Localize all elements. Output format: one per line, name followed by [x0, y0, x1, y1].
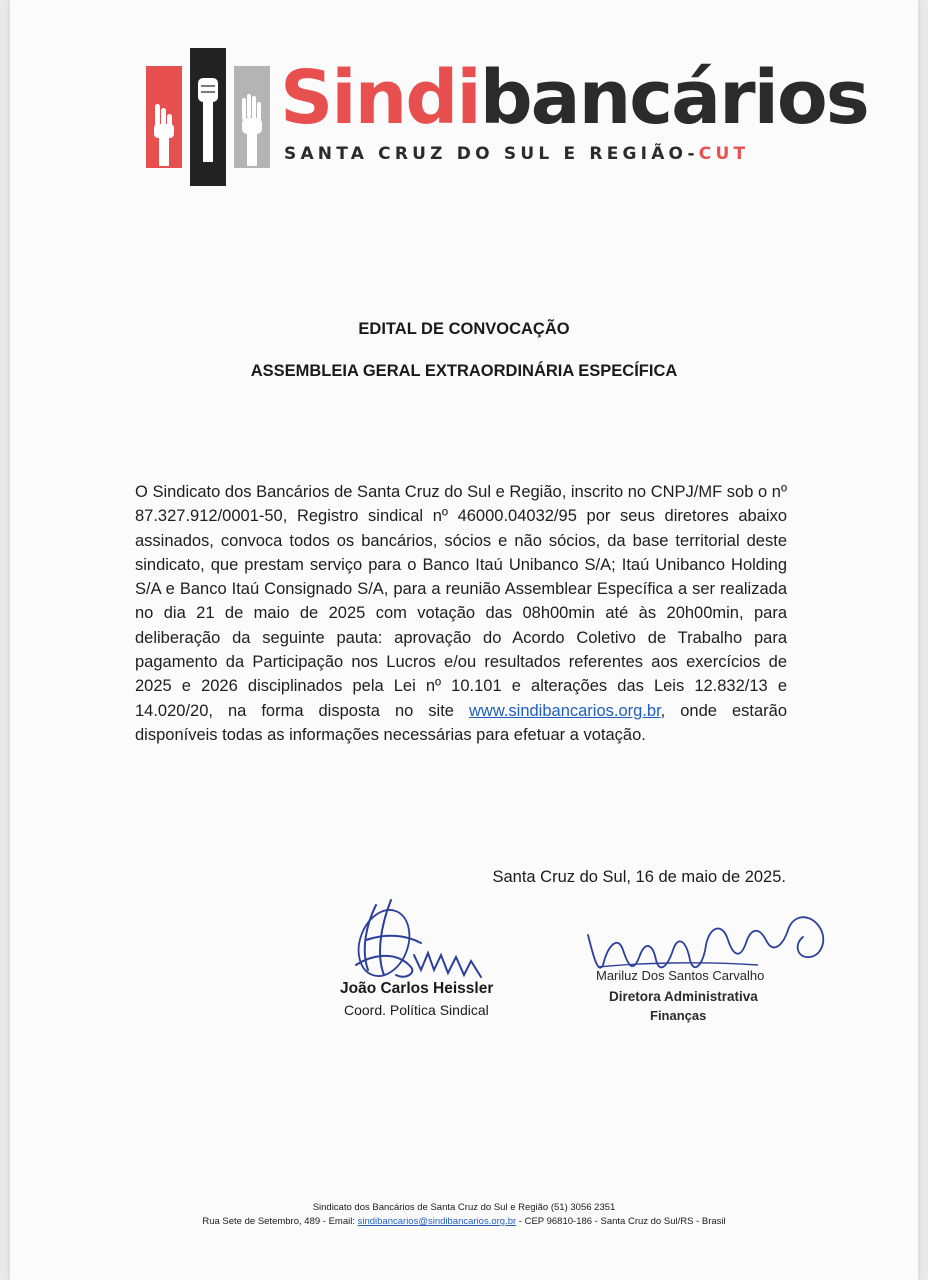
- document-title: EDITAL DE CONVOCAÇÃO: [358, 320, 570, 338]
- signer-right-name: Mariluz Dos Santos Carvalho: [596, 968, 765, 983]
- footer-address: [0, 1216, 928, 1227]
- date-line: Santa Cruz do Sul, 16 de maio de 2025.: [492, 868, 786, 886]
- convocation-body: [135, 480, 787, 747]
- logo-wordmark-red: Sindi: [280, 55, 480, 141]
- site-link[interactable]: www.sindibancarios.org.br: [468, 701, 661, 720]
- document-subtitle: ASSEMBLEIA GERAL EXTRAORDINÁRIA ESPECÍFICA: [250, 362, 678, 380]
- body-text-part1: O Sindicato dos Bancários de Santa Cruz do Sul e Região, inscrito no CNPJ/MF sob o nº 87.327.912/0001-50, Registro sindical nº 46000.04032/95 por seus diretores abaixo assinados, convoca todos os bancários, sócios e não sócios, da base territorial deste sindicato, que prestam serviço para o Banco Itaú Unibanco S/A; Itaú Unibanco Holding S/A e Banco Itaú Consignado S/A, para a reunião Assemblear Específica a ser realizada no dia 21 de maio de 2025 com votação das 08h00min até às 20h00min, para deliberação da seguinte pauta: aprovação do Acordo Coletivo de Trabalho para pagamento da Participação nos Lucros e/ou resultados referentes aos exercícios de 2025 e 2026 disciplinados pela Lei nº 10.101 e alterações das Leis 12.832/13 e 14.020/20, na forma disposta no site: [135, 483, 787, 720]
- footer-contact: Sindicato dos Bancários de Santa Cruz do Sul e Região (51) 3056 2351: [312, 1202, 616, 1213]
- logo-tagline-cut: CUT: [698, 144, 750, 164]
- logo-wordmark: [280, 54, 868, 142]
- footer-email-link[interactable]: sindibancarios@sindibancarios.org.br: [357, 1216, 517, 1227]
- logo-wordmark-dark: bancários: [479, 55, 868, 141]
- logo-tagline-text: SANTA CRUZ DO SUL E REGIÃO-: [284, 144, 699, 164]
- footer-address-cep: - CEP 96810-186 - Santa Cruz do Sul/RS - Brasil: [516, 1216, 726, 1227]
- signature-left-icon: [336, 895, 496, 985]
- body-text-part2: , onde estarão disponíveis todas as informações necessárias para efetuar a votação.: [135, 701, 787, 744]
- footer-address-text: Rua Sete de Setembro, 489 - Email:: [202, 1216, 358, 1227]
- logo-tagline: [284, 144, 749, 164]
- signer-right-role: Diretora Administrativa: [609, 989, 758, 1004]
- signer-left-name: João Carlos Heissler: [340, 980, 494, 997]
- signer-right-department: Finanças: [650, 1008, 707, 1023]
- signer-left-role: Coord. Política Sindical: [344, 1002, 489, 1018]
- union-logo: [146, 48, 868, 186]
- raised-fists-logo-icon: [146, 48, 270, 186]
